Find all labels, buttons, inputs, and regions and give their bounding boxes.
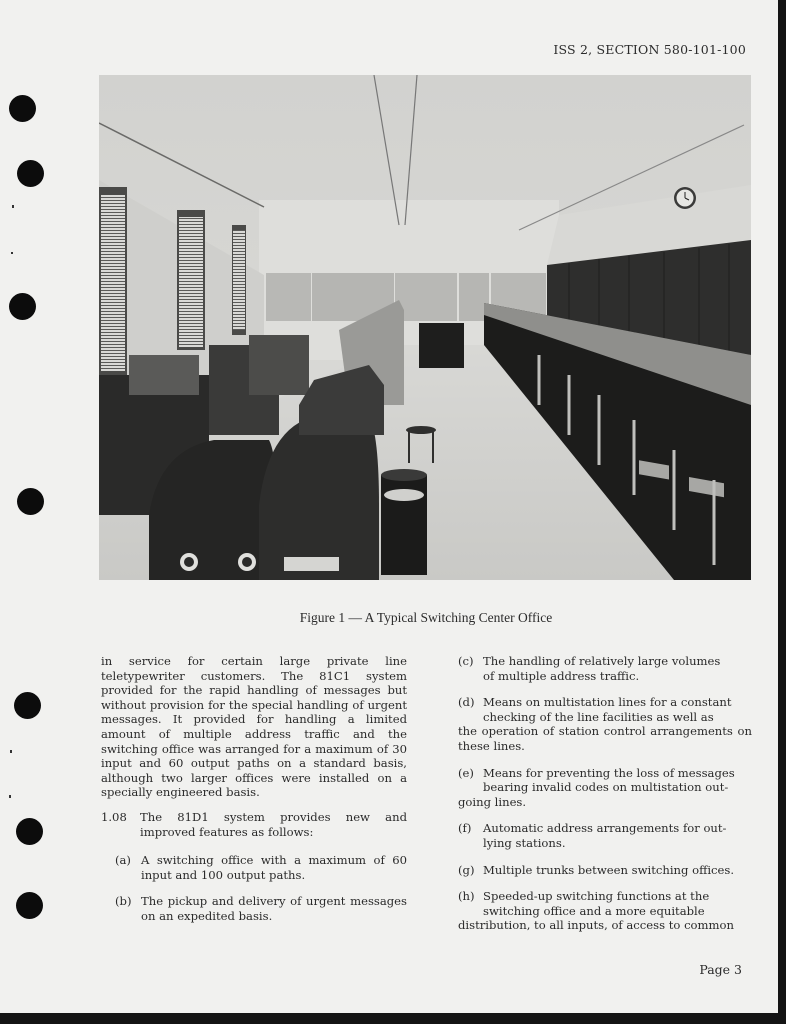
- feature-item-f: [458, 821, 752, 850]
- page-number: Page 3: [699, 962, 742, 977]
- item-text-line: the operation of station control arrangements on these lines.: [458, 724, 752, 753]
- right-column: [458, 654, 752, 945]
- left-column: [101, 654, 407, 936]
- switching-office-photo: [99, 75, 751, 580]
- item-label: (c): [458, 654, 474, 668]
- scan-speck: [11, 252, 13, 254]
- item-label: (f): [458, 821, 472, 836]
- feature-item-b: [115, 894, 407, 923]
- item-label: (h): [458, 889, 475, 904]
- item-text-line: Means for preventing the loss of messages: [483, 765, 735, 780]
- item-label: (e): [458, 765, 474, 780]
- item-text-line: checking of the line facilities as well as: [483, 709, 714, 724]
- item-text-line: going lines.: [458, 794, 527, 809]
- scan-speck: [10, 750, 12, 753]
- binder-hole-icon: [17, 160, 44, 187]
- item-text-line: Speeded-up switching functions at the: [483, 889, 710, 904]
- binder-hole-icon: [16, 818, 43, 845]
- scan-speck: [12, 205, 14, 208]
- feature-item-a: [115, 853, 407, 882]
- item-text-line: Multiple trunks between switching offices.: [483, 862, 735, 877]
- item-text-line: The handling of relatively large volumes: [483, 654, 721, 668]
- binder-hole-icon: [14, 692, 41, 719]
- feature-item-e: [458, 766, 752, 810]
- item-text: A switching office with a maximum of 60 input and 100 output paths.: [141, 853, 407, 882]
- binder-hole-icon: [9, 293, 36, 320]
- feature-item-g: [458, 863, 752, 878]
- section-1-08: [101, 810, 407, 839]
- item-label: (d): [458, 695, 475, 710]
- item-text: The pickup and delivery of urgent messages on an expedited basis.: [141, 894, 407, 923]
- scan-speck: [9, 795, 11, 798]
- item-text-line: Automatic address arrangements for out-: [483, 821, 727, 836]
- section-reference: ISS 2, SECTION 580-101-100: [553, 42, 746, 57]
- item-text-line: lying stations.: [483, 835, 566, 850]
- feature-item-c: [458, 654, 752, 683]
- binder-hole-icon: [16, 892, 43, 919]
- section-text: The 81D1 system provides new and improved features as follows:: [140, 809, 407, 839]
- item-text-line: bearing invalid codes on multistation out-: [483, 780, 729, 795]
- item-label: (b): [115, 894, 132, 909]
- intro-paragraph: in service for certain large private line teletypewriter customers. The 81C1 system provided for the rapid handling of messages but without provision for the special handling of urgent messages. It provided for handling a limited amount of multiple address traffic and the switching office was arranged for a maximum of 30 input and 60 output paths on a standard basis, although two larger offices were installed on a specially engineered basis.: [101, 654, 407, 800]
- feature-item-h: [458, 889, 752, 933]
- item-label: (g): [458, 862, 475, 877]
- feature-item-d: [458, 695, 752, 753]
- item-text-line: Means on multistation lines for a constant: [483, 695, 732, 710]
- binder-hole-icon: [9, 95, 36, 122]
- binder-hole-icon: [17, 488, 44, 515]
- item-text-line: distribution, to all inputs, of access to common: [458, 918, 734, 933]
- figure-photo: [99, 75, 751, 580]
- figure-caption: Figure 1 — A Typical Switching Center Office: [299, 610, 553, 625]
- item-text-line: switching office and a more equitable: [483, 903, 705, 918]
- section-number: 1.08: [101, 809, 127, 824]
- item-text-line: of multiple address traffic.: [483, 668, 640, 683]
- item-label: (a): [115, 853, 131, 868]
